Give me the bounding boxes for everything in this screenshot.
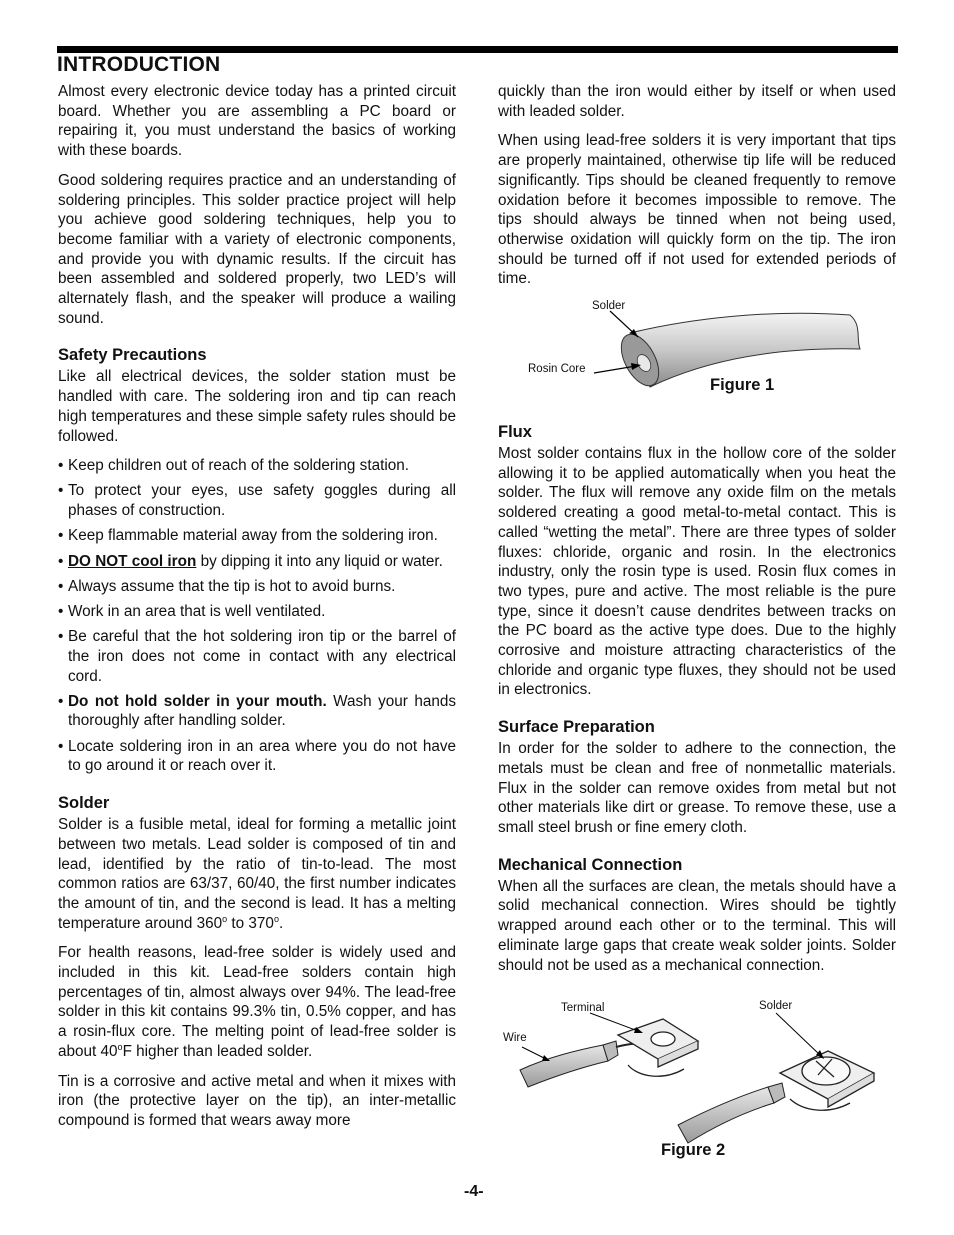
figure1-label-solder: Solder xyxy=(592,300,626,313)
right-column xyxy=(498,82,896,985)
solder-p1-text: . xyxy=(278,914,284,932)
warning-no-cool: DO NOT cool iron xyxy=(68,552,197,570)
intro-paragraph-2: Good soldering requires practice and an understanding of soldering principles. This solder practice project will help you achieve good soldering techniques, help you to become familiar with a variety of electronic components, and provide you with dynamic results. If the circuit has been assembled and soldered properly, two LED’s will alternately flash, and the speaker will produce a wailing sound. xyxy=(58,171,456,327)
list-item xyxy=(58,692,456,731)
safety-list xyxy=(58,456,456,776)
surface-paragraph: In order for the solder to adhere to the connection, the metals must be clean and free of nonmetallic materials. Flux in the solder can remove oxides from metal but not other materials like dirt or grease. To remove these, use a small steel brush or fine emery cloth. xyxy=(498,740,896,836)
surface-heading: Surface Preparation xyxy=(498,718,655,737)
mechanical-paragraph: When all the surfaces are clean, the metals should have a solid mechanical connection. Wires should be tightly wrapped around each other or to the terminal. This will eliminate large gaps that create weak solder joints. Solder should not be used as a mechanical connection. xyxy=(498,877,896,974)
solder-paragraph-3: Tin is a corrosive and active metal and when it mixes with iron (the protective layer on the tip), an inter-metallic compound is formed that wears away more xyxy=(58,1072,456,1129)
intro-paragraph-1: Almost every electronic device today has a printed circuit board. Whether you are assembling a PC board or repairing it, you must understand the basics of working with these boards. xyxy=(58,83,456,160)
page-title: INTRODUCTION xyxy=(57,53,221,76)
list-item: • Be careful that the hot soldering iron tip or the barrel of the iron does not come in contact with any electrical cord. xyxy=(58,627,456,686)
connection-illustration xyxy=(498,995,898,1165)
list-item: • Always assume that the tip is hot to avoid burns. xyxy=(58,577,456,597)
list-item: • Keep children out of reach of the soldering station. xyxy=(58,456,456,476)
figure-1 xyxy=(498,297,896,417)
left-column xyxy=(58,82,456,1141)
figure1-label-core: Rosin Core xyxy=(528,363,586,376)
figure2-label-terminal: Terminal xyxy=(561,1002,605,1014)
header-rule xyxy=(57,46,898,53)
list-item: • Keep flammable material away from the soldering iron. xyxy=(58,526,456,546)
figure2-label-wire: Wire xyxy=(503,1032,527,1044)
figure2-caption: Figure 2 xyxy=(661,1141,726,1159)
solder-p1-text: to 370 xyxy=(227,914,274,932)
degree-sup: o xyxy=(222,913,228,924)
safety-heading: Safety Precautions xyxy=(58,346,207,365)
solder-heading: Solder xyxy=(58,794,110,813)
list-item: • Work in an area that is well ventilated. xyxy=(58,602,456,622)
warning-mouth: Do not hold solder in your mouth. xyxy=(68,692,327,710)
solder-p2-text: F higher than leaded solder. xyxy=(122,1042,313,1060)
safety-paragraph: Like all electrical devices, the solder station must be handled with care. The soldering iron and tip can reach high temperatures and these simple safety rules should be followed. xyxy=(58,368,456,445)
continued-paragraph: quickly than the iron would either by itself or when used with leaded solder. xyxy=(498,83,896,120)
degree-sup: o xyxy=(273,913,279,924)
list-item: • To protect your eyes, use safety goggles during all phases of construction. xyxy=(58,481,456,520)
mechanical-heading: Mechanical Connection xyxy=(498,855,683,874)
solder-p2-text: For health reasons, lead-free solder is widely used and included in this kit. Lead-free solders contain high percentages of tin, almost always over 94%. The lead-free solder in this kit contains 99.3% tin, 0.5% copper, and has a rosin-flux core. The melting point of lead-free solder is about 40 xyxy=(58,944,456,1060)
solder-p1-text: Solder is a fusible metal, ideal for forming a metallic joint between two metals. Lead solder is composed of tin and lead, identified by the ratio of tin-to-lead. The most common ratios are 63/37, 60/40, the first number indicates the amount of tin, and the second is lead. It has a melting temperature around 360 xyxy=(58,816,456,932)
flux-paragraph: Most solder contains flux in the hollow core of the solder allowing it to be applied automatically when you heat the solder. The flux will remove any oxide film on the metals soldered creating a good metal-to-metal contact. This is called “wetting the metal”. There are three types of solder fluxes: chloride, organic and rosin. In the electronics industry, only the rosin type is used. Rosin flux comes in two types, pure and active. The most reliable is the pure type, since it doesn’t cause dendrites between tracks on the PC board as the active type does. Due to the highly corrosive and moisture attracting characteristics of the chloride and organic type fluxes, they should not be used in electronics. xyxy=(498,445,896,699)
list-item xyxy=(58,552,456,572)
figure1-caption: Figure 1 xyxy=(710,376,775,395)
solder-paragraph-2 xyxy=(58,943,456,1061)
list-item: • Locate soldering iron in an area where you do not have to go around it or reach over it. xyxy=(58,737,456,776)
solder-wire-illustration xyxy=(498,297,896,417)
page-number: -4- xyxy=(464,1183,484,1200)
figure2-label-solder: Solder xyxy=(759,1000,793,1012)
solder-paragraph-1 xyxy=(58,815,456,933)
list-item-text: Wash your hands thoroughly after handling solder. xyxy=(68,692,456,730)
figure-2 xyxy=(498,995,898,1165)
degree-sup: o xyxy=(117,1041,123,1052)
flux-heading: Flux xyxy=(498,423,532,442)
tips-paragraph: When using lead-free solders it is very important that tips are properly maintained, otherwise tip life will be reduced significantly. Tips should be cleaned frequently to remove oxidation before it becomes impossible to remove. The tips should always be tinned when not being used, otherwise oxidation will quickly form on the tip. The iron should be turned off if not used for extended periods of time. xyxy=(498,132,896,288)
list-item-text: by dipping it into any liquid or water. xyxy=(196,552,443,570)
